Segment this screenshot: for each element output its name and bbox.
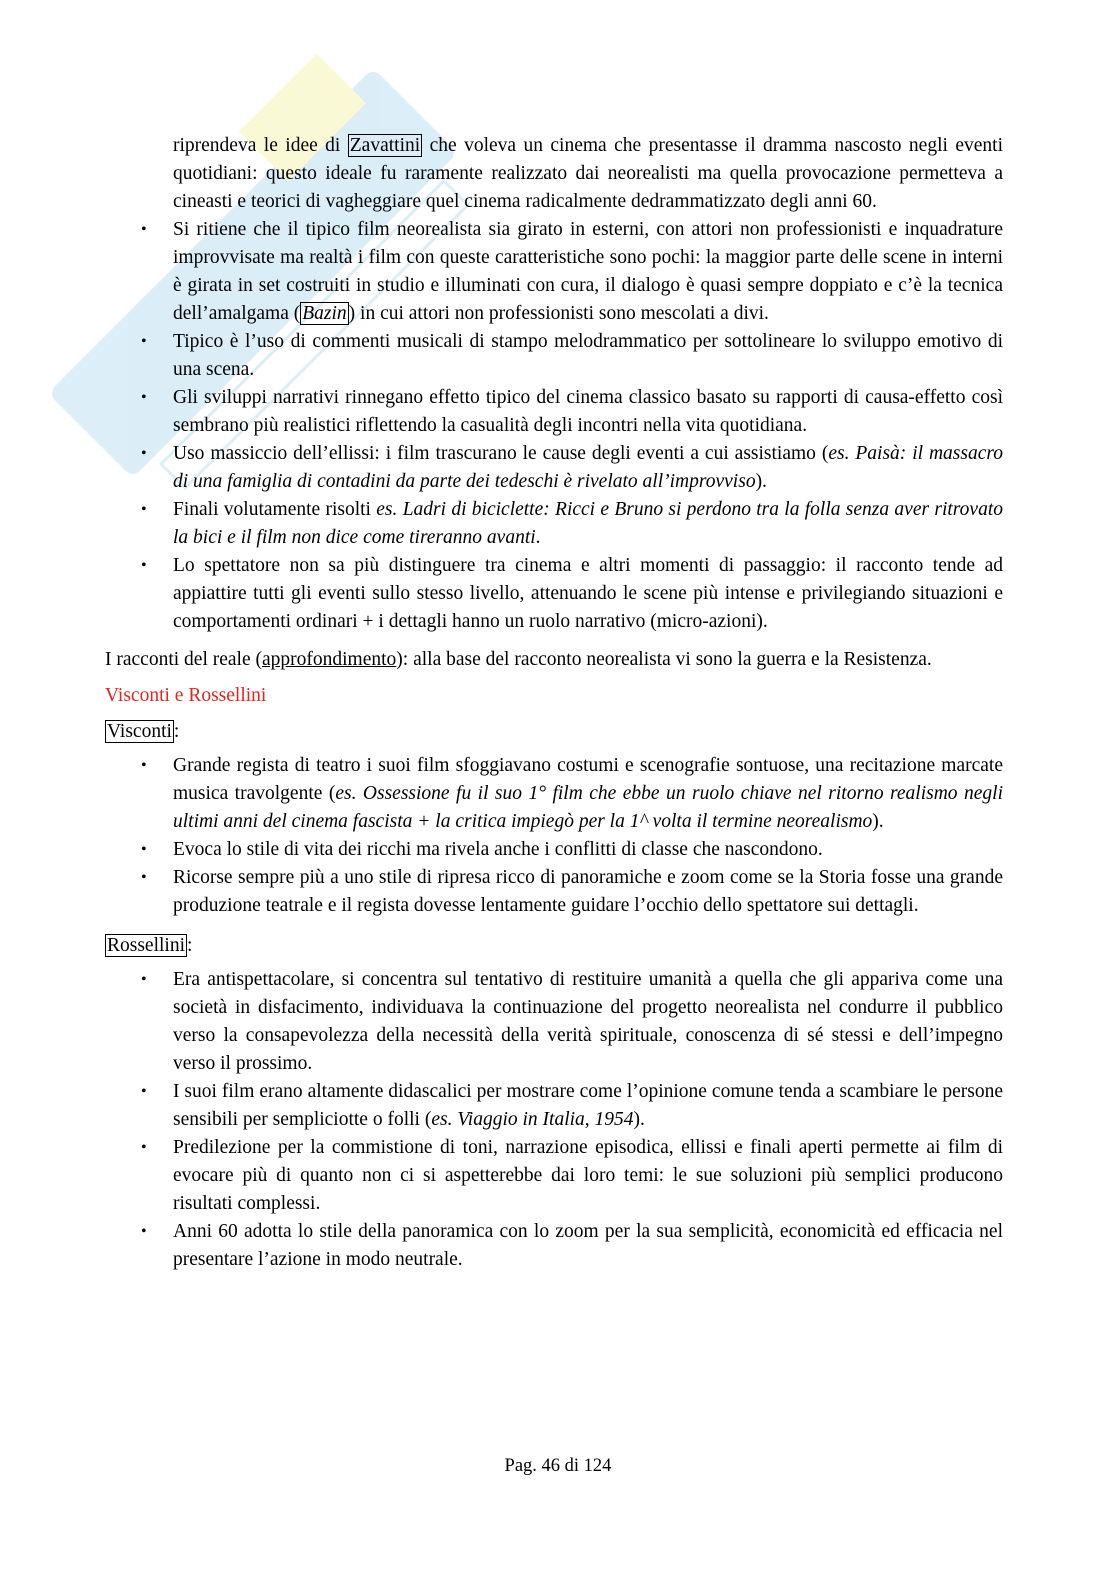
list-item: • Tipico è l’uso di commenti musicali di stampo melodrammatico per sottolineare lo sviluppo emotivo di una scena. [105, 328, 1003, 384]
list-item: • Uso massiccio dell’ellissi: i film trascurano le cause degli eventi a cui assistiamo (es. Paisà: il massacro di una famiglia di contadini da parte dei tedeschi è rivelato all’improvviso). [105, 440, 1003, 496]
list-item: • Grande regista di teatro i suoi film sfoggiavano costumi e scenografie sontuose, una recitazione marcate musica travolgente (es. Ossessione fu il suo 1° film che ebbe un ruolo chiave nel ritorno realismo negli ultimi anni del cinema fascista + la critica impiegò per la 1^ volta il termine neorealismo). [105, 752, 1003, 836]
list-item: • Ricorse sempre più a uno stile di ripresa ricco di panoramiche e zoom come se la Storia fosse una grande produzione teatrale e il regista dovesse lentamente guidare l’occhio dello spettatore sui dettagli. [105, 864, 1003, 920]
list-item: • Gli sviluppi narrativi rinnegano effetto tipico del cinema classico basato su rapporti di causa-effetto così sembrano più realistici riflettendo la casualità degli incontri nella vita quotidiana. [105, 384, 1003, 440]
list-item: • Predilezione per la commistione di toni, narrazione episodica, ellissi e finali aperti permette ai film di evocare più di quanto non ci si aspetterebbe dai loro temi: le sue soluzioni più semplici producono risultati complessi. [105, 1134, 1003, 1218]
rossellini-list [105, 966, 1003, 1274]
page-number: Pag. 46 di 124 [504, 1456, 612, 1476]
neorealism-features-list [105, 216, 1003, 636]
section-title: Visconti e Rossellini [105, 685, 267, 706]
racconti-paragraph: I racconti del reale (approfondimento): alla base del racconto neorealista vi sono la guerra e la Resistenza. [105, 649, 932, 670]
list-item: • Anni 60 adotta lo stile della panoramica con lo zoom per la sua semplicità, economicità ed efficacia nel presentare l’azione in modo neutrale. [105, 1218, 1003, 1274]
document-page [105, 132, 1003, 1274]
list-item: • Finali volutamente risolti es. Ladri di biciclette: Ricci e Bruno si perdono tra la folla senza aver ritrovato la bici e il film non dice come tireranno avanti. [105, 496, 1003, 552]
visconti-list [105, 752, 1003, 920]
list-item: • Lo spettatore non sa più distinguere tra cinema e altri momenti di passaggio: il racconto tende ad appiattire tutti gli eventi sullo stesso livello, attenuando le scene più intense e privilegiando situazioni e comportamenti ordinari + i dettagli hanno un ruolo narrativo (micro-azioni). [105, 552, 1003, 636]
approfondimento-link[interactable]: approfondimento [261, 649, 397, 670]
zavattini-ref: Zavattini [349, 135, 421, 156]
rossellini-heading: Rossellini : [107, 935, 193, 956]
list-item: • I suoi film erano altamente didascalici per mostrare come l’opinione comune tenda a scambiare le persone sensibili per sempliciotte o folli (es. Viaggio in Italia, 1954). [105, 1078, 1003, 1134]
list-item: • Evoca lo stile di vita dei ricchi ma rivela anche i conflitti di classe che nascondono. [105, 836, 1003, 864]
visconti-heading: Visconti : [107, 721, 180, 742]
list-item: • Era antispettacolare, si concentra sul tentativo di restituire umanità a quella che gli appariva come una società in disfacimento, individuava la continuazione del progetto neorealista nel condurre il pubblico verso la consapevolezza della necessità della verità spirituale, conoscenza di sé stessi e dell’impegno verso il prossimo. [105, 966, 1003, 1078]
intro-continuation: riprendeva le idee di Zavattini che voleva un cinema che presentasse il dramma nascosto negli eventi quotidiani: questo ideale fu raramente realizzato dai neorealisti ma quella provocazione permetteva a cineasti e teorici di vagheggiare quel cinema radicalmente dedrammatizzato degli anni 60. [173, 135, 1003, 212]
list-item: • Si ritiene che il tipico film neorealista sia girato in esterni, con attori non professionisti e inquadrature improvvisate ma realtà i film con queste caratteristiche sono pochi: la maggior parte delle scene in interni è girata in set costruiti in studio e illuminati con cura, il dialogo è quasi sempre doppiato e c’è la tecnica dell’amalgama ( Bazin ) in cui attori non professionisti sono mescolati a divi. [105, 216, 1003, 328]
bazin-ref: Bazin [302, 303, 347, 324]
